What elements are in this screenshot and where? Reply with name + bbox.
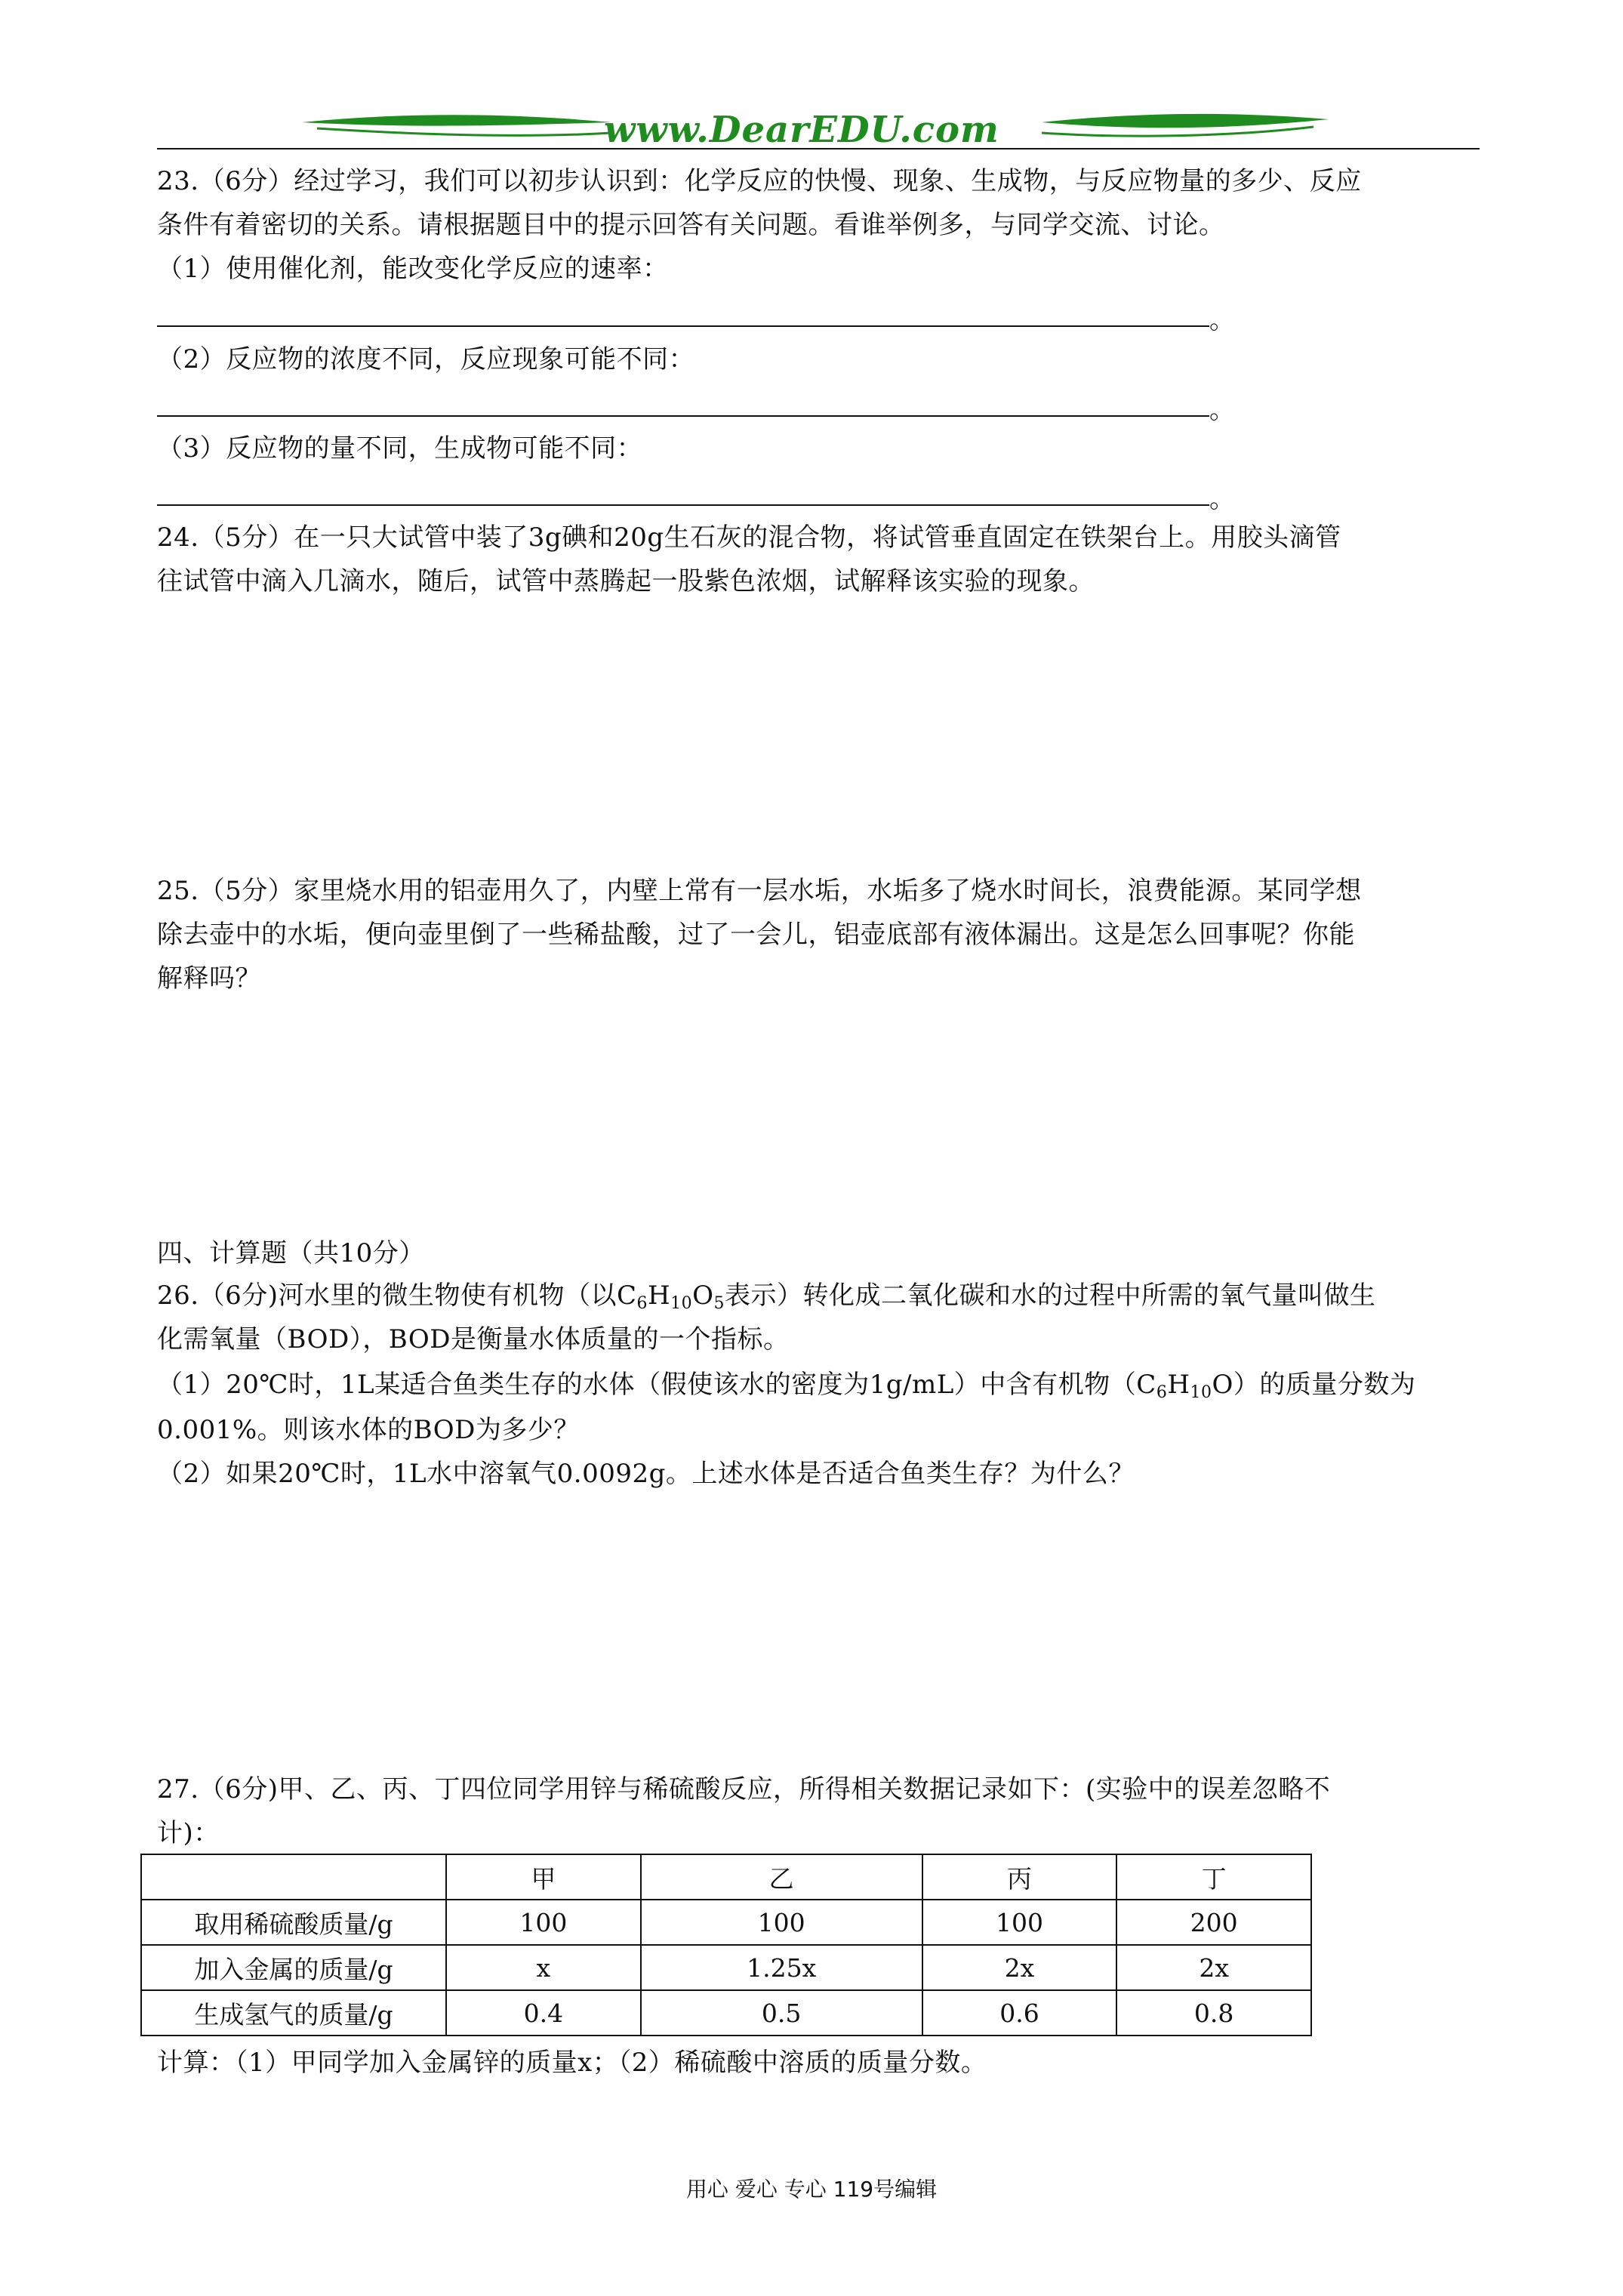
header-banner	[287, 106, 1344, 159]
answer-blank-2[interactable]	[157, 415, 1209, 417]
q26-line4: 0.001%。则该水体的BOD为多少？	[157, 1415, 580, 1445]
q23-line2: 条件有着密切的关系。请根据题目中的提示回答有关问题。看谁举例多，与同学交流、讨论。	[157, 210, 1225, 240]
table-cell: 0.6	[922, 1990, 1117, 2036]
q25-line3: 解释吗？	[157, 963, 261, 994]
answer-blank-1[interactable]	[157, 325, 1209, 327]
table-cell: x	[446, 1945, 641, 1990]
q26-line5: （2）如果20℃时，1L水中溶氧气0.0092g。上述水体是否适合鱼类生存？为什么？	[157, 1459, 1135, 1489]
table-header-cell: 乙	[641, 1854, 922, 1900]
table-cell: 生成氢气的质量/g	[141, 1990, 446, 2036]
blank-period-2: 。	[1209, 395, 1235, 425]
site-logo-text: www.DearEDU.com	[604, 109, 999, 151]
q27-calc: 计算：（1）甲同学加入金属锌的质量x；（2）稀硫酸中溶质的质量分数。	[157, 2048, 987, 2078]
q26-line1: 26.（6分)河水里的微生物使有机物（以$C_6H_{10}O_5$表示）转化成二氧化碳和水的过程中所需的氧气量叫做生	[157, 1281, 1376, 1313]
header-rule	[157, 148, 1480, 149]
table-cell: 加入金属的质量/g	[141, 1945, 446, 1990]
q23-sub3: （3）反应物的量不同，生成物可能不同：	[157, 433, 643, 464]
table-cell: 2x	[1116, 1945, 1311, 1990]
table-cell: 0.4	[446, 1990, 641, 2036]
q23-sub2: （2）反应物的浓度不同，反应现象可能不同：	[157, 344, 695, 374]
q23-line1: 23.（6分）经过学习，我们可以初步认识到：化学反应的快慢、现象、生成物，与反应物量的多少、反应	[157, 166, 1362, 196]
q26-line3: （1）20℃时，1L某适合鱼类生存的水体（假使该水的密度为1g/mL）中含有机物$(C_6H_{10}O)$的质量分数为	[157, 1370, 1416, 1402]
table-cell: 2x	[922, 1945, 1117, 1990]
q27-line1: 27.（6分)甲、乙、丙、丁四位同学用锌与稀硫酸反应，所得相关数据记录如下：(实验中的误差忽略不	[157, 1774, 1331, 1804]
table-cell: 100	[446, 1900, 641, 1945]
table-row	[141, 1945, 1311, 1990]
table-header-cell: 丙	[922, 1854, 1117, 1900]
table-cell: 200	[1116, 1900, 1311, 1945]
blank-period-1: 。	[1209, 305, 1235, 335]
q25-line2: 除去壶中的水垢，便向壶里倒了一些稀盐酸，过了一会儿，铝壶底部有液体漏出。这是怎么回事呢？你能	[157, 920, 1355, 950]
q24-line1: 24.（5分）在一只大试管中装了3g碘和20g生石灰的混合物，将试管垂直固定在铁架台上。用胶头滴管	[157, 522, 1341, 553]
table-cell: 取用稀硫酸质量/g	[141, 1900, 446, 1945]
table-header-cell	[141, 1854, 446, 1900]
q23-sub1: （1）使用催化剂，能改变化学反应的速率：	[157, 254, 669, 284]
table-row	[141, 1900, 1311, 1945]
table-header-cell: 丁	[1116, 1854, 1311, 1900]
answer-blank-3[interactable]	[157, 504, 1209, 506]
table-cell: 0.5	[641, 1990, 922, 2036]
data-table	[140, 1854, 1312, 2036]
q26-line2: 化需氧量（BOD），BOD是衡量水体质量的一个指标。	[157, 1324, 790, 1354]
q27-line2: 计)：	[157, 1818, 220, 1848]
table-header-row	[141, 1854, 1311, 1900]
table-cell: 1.25x	[641, 1945, 922, 1990]
table-row	[141, 1990, 1311, 2036]
table-cell: 100	[922, 1900, 1117, 1945]
blank-period-3: 。	[1209, 484, 1235, 514]
table-cell: 0.8	[1116, 1990, 1311, 2036]
section-title: 四、计算题（共10分）	[157, 1238, 425, 1268]
q25-line1: 25.（5分）家里烧水用的铝壶用久了，内壁上常有一层水垢，水垢多了烧水时间长，浪费能源。某同学想	[157, 876, 1362, 906]
page-footer: 用心 爱心 专心 119号编辑	[685, 2177, 938, 2202]
q24-line2: 往试管中滴入几滴水，随后，试管中蒸腾起一股紫色浓烟，试解释该实验的现象。	[157, 566, 1095, 596]
table-cell: 100	[641, 1900, 922, 1945]
table-header-cell: 甲	[446, 1854, 641, 1900]
